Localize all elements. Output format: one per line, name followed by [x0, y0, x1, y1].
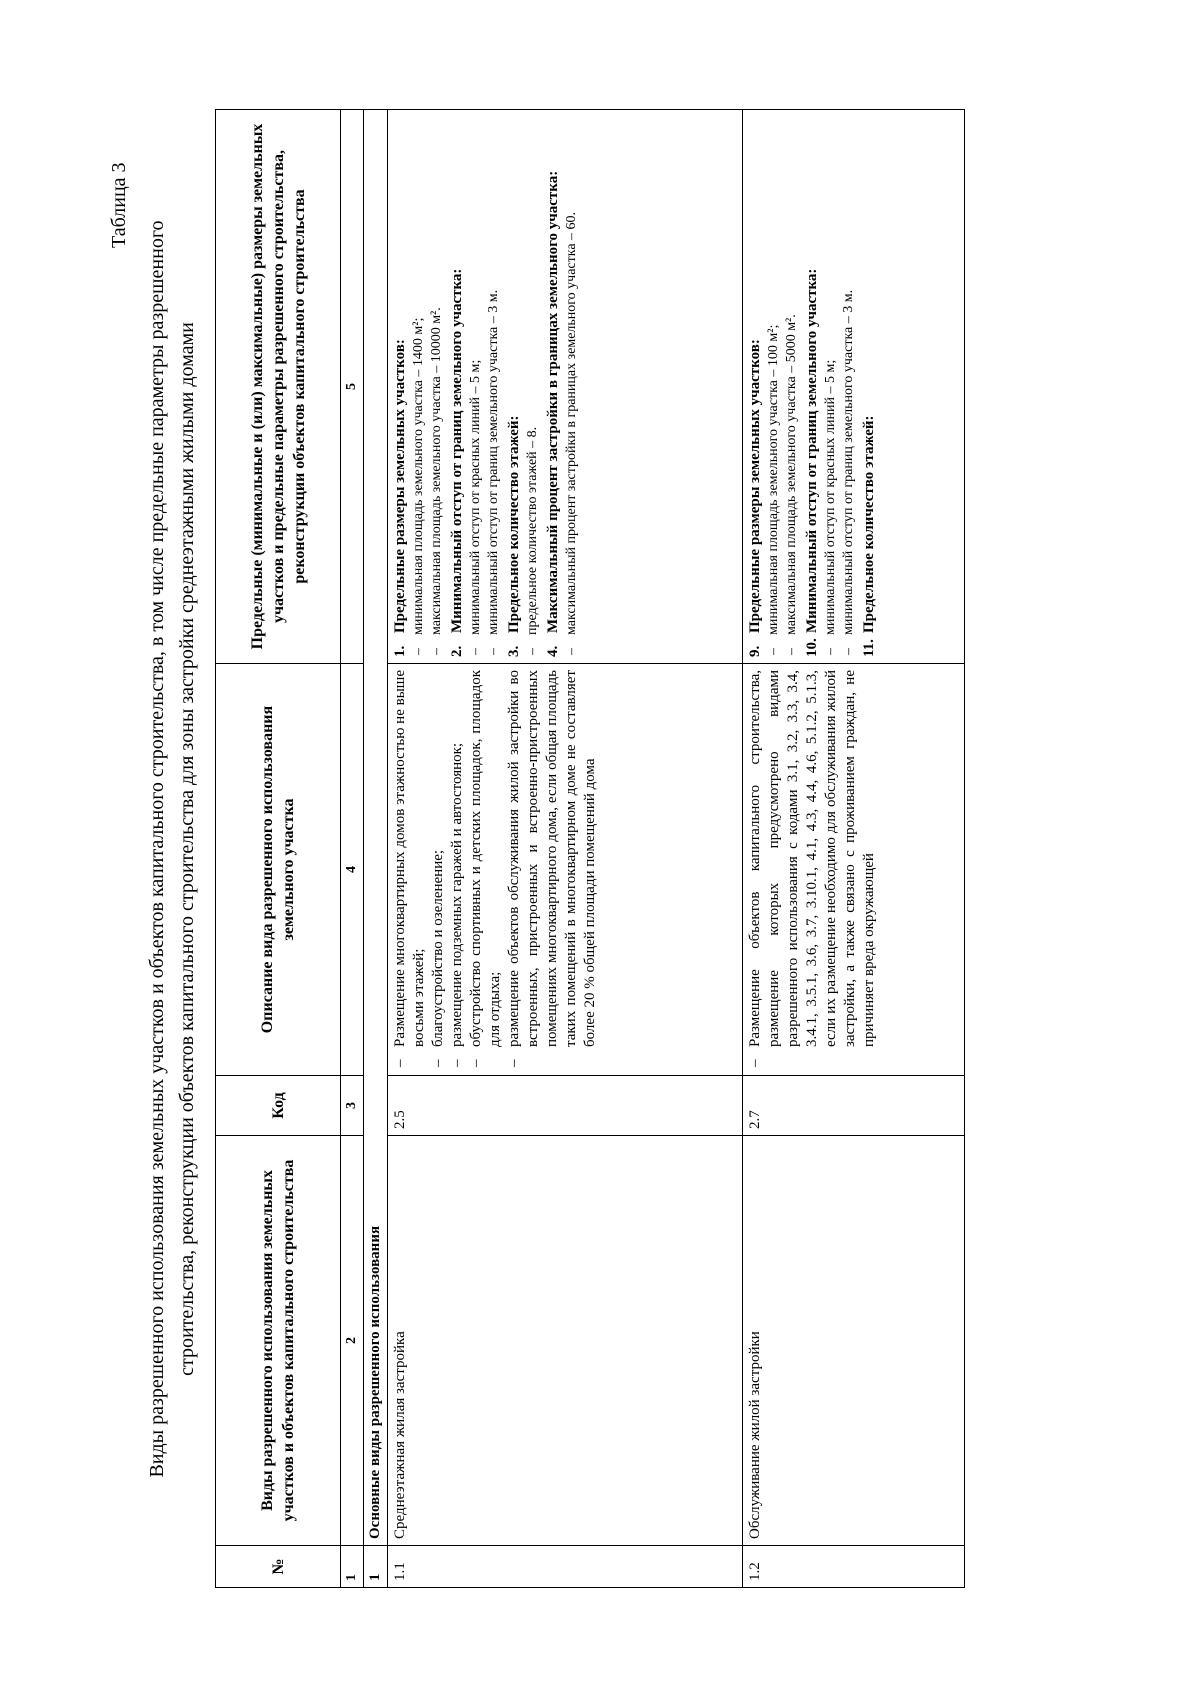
row-description: [743, 664, 965, 1076]
parameter-item: – минимальный отступ от красных линий – 5 м;: [822, 116, 840, 657]
parameter-title: Предельные размеры земельных участков:: [747, 339, 763, 633]
parameter-item: – минимальный отступ от красных линий – 5 м;: [467, 116, 485, 657]
caption-line-1: Виды разрешенного использования земельных участков и объектов капитального строительства, в том числе предельные параметры разрешенного: [146, 220, 168, 1478]
row-code: 2.7: [743, 1076, 965, 1136]
parameter-item: – максимальная площадь земельного участка – 5000 м².: [783, 116, 801, 657]
row-parameters: [388, 110, 743, 664]
header-description: Описание вида разрешенного использования земельного участка: [216, 664, 341, 1076]
parameter-item: – минимальный отступ от границ земельного участка – 3 м.: [485, 116, 503, 657]
row-number: 1.2: [743, 1546, 965, 1588]
description-item: – размещение объектов обслуживания жилой застройки во встроенных, пристроенных и встроенно-пристроенных помещениях многоквартирного дома, если общая площадь таких помещений в многоквартирном доме не составляет более 20 % общей площади помещений дома: [505, 670, 600, 1069]
parameter-item: – предельное количество этажей – 8.: [524, 116, 542, 657]
header-number: №: [216, 1546, 341, 1588]
parameter-group: [746, 116, 801, 657]
row-parameters: [743, 110, 965, 664]
section-number: 1: [364, 1546, 388, 1588]
column-number: 2: [341, 1136, 364, 1546]
parameter-item: – максимальная площадь земельного участка – 10000 м².: [428, 116, 446, 657]
parameter-title: Минимальный отступ от границ земельного участка:: [449, 268, 465, 633]
parameter-group: [448, 116, 503, 657]
parameter-group: [391, 116, 446, 657]
parameter-title: Максимальный процент застройки в границах земельного участка:: [545, 170, 561, 633]
parameter-title: Предельные размеры земельных участков:: [392, 339, 408, 633]
column-number: 3: [341, 1076, 364, 1136]
table-row: [388, 110, 743, 1588]
parameter-number: 2.: [449, 645, 465, 657]
table-caption: [142, 100, 202, 1598]
row-description: [388, 664, 743, 1076]
parameter-group: [803, 116, 858, 657]
description-item: – Размещение объектов капитального строительства, размещение которых предусмотрено видами разрешенного использования с кодами 3.1, 3.2, 3.3, 3.4, 3.4.1, 3.5.1, 3.6, 3.7, 3.10.1, 4.1, 4.3, 4.4, 4.6, 5.1.2, 5.1.3, если их размещение необходимо для обслуживания жилой застройки, а также связано с проживанием граждан, не причиняет вреда окружающей: [746, 670, 879, 1069]
description-item: – обустройство спортивных и детских площадок, площадок для отдыха;: [467, 670, 505, 1069]
row-use-type: Обслуживание жилой застройки: [743, 1136, 965, 1546]
parameter-title: Предельное количество этажей:: [506, 415, 522, 633]
parameter-title: Предельное количество этажей:: [861, 415, 877, 633]
parameter-number: 1.: [392, 645, 408, 657]
header-use-type: Виды разрешенного использования земельных участков и объектов капитального строительства: [216, 1136, 341, 1546]
parameter-item: – минимальная площадь земельного участка – 1400 м²;: [410, 116, 428, 657]
section-row: [364, 110, 388, 1588]
table-label: Таблица 3: [108, 162, 130, 248]
parameter-item: – минимальная площадь земельного участка – 100 м²;: [765, 116, 783, 657]
parameter-group: [544, 116, 581, 657]
row-number: 1.1: [388, 1546, 743, 1588]
header-row: [216, 110, 341, 1588]
parameter-number: 11.: [861, 639, 877, 657]
parameter-number: 4.: [545, 645, 561, 657]
column-number: 1: [341, 1546, 364, 1588]
row-use-type: Среднеэтажная жилая застройка: [388, 1136, 743, 1546]
header-code: Код: [216, 1076, 341, 1136]
parameter-item: – минимальный отступ от границ земельного участка – 3 м.: [840, 116, 858, 657]
zoning-table: [215, 109, 965, 1588]
parameter-number: 9.: [747, 645, 763, 657]
description-item: – Размещение многоквартирных домов этажностью не выше восьми этажей;: [391, 670, 429, 1069]
column-number: 4: [341, 664, 364, 1076]
header-parameters: Предельные (минимальные и (или) максимальные) размеры земельных участков и предельные параметры разрешенного строительства, реконструкции объектов капитального строительства: [216, 110, 341, 664]
column-number-row: [341, 110, 364, 1588]
parameter-number: 3.: [506, 645, 522, 657]
row-code: 2.5: [388, 1076, 743, 1136]
description-item: – размещение подземных гаражей и автостоянок;: [448, 670, 467, 1069]
section-title: Основные виды разрешенного использования: [364, 110, 388, 1546]
description-item: – благоустройство и озеленение;: [429, 670, 448, 1069]
parameter-number: 10.: [804, 638, 820, 657]
parameter-group: [860, 116, 879, 657]
parameter-item: – максимальный процент застройки в границах земельного участка – 60.: [563, 116, 581, 657]
caption-line-2: строительства, реконструкции объектов капитального строительства для зоны застройки среднеэтажными жилыми домами: [176, 322, 198, 1376]
table-row: [743, 110, 965, 1588]
column-number: 5: [341, 110, 364, 664]
parameter-group: [505, 116, 542, 657]
parameter-title: Минимальный отступ от границ земельного участка:: [804, 268, 820, 633]
